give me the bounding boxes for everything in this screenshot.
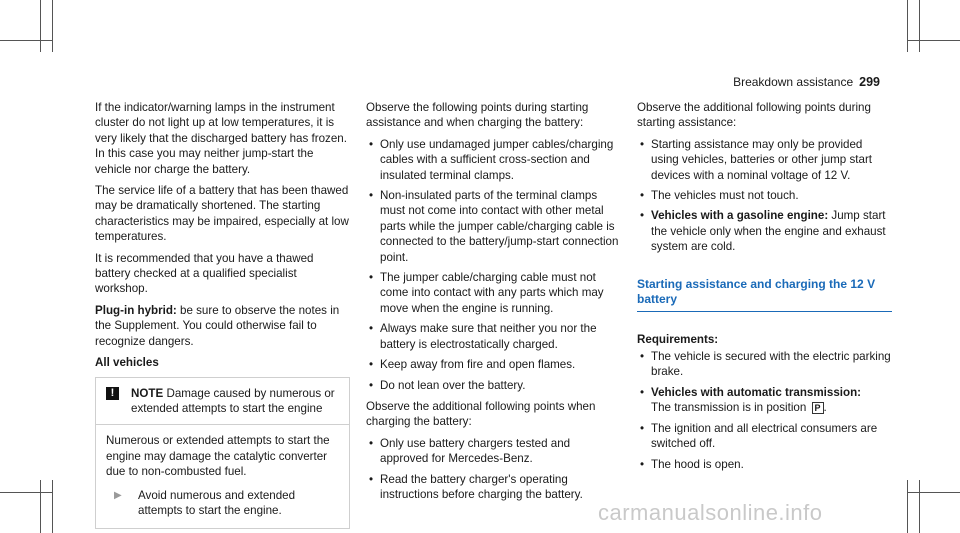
paragraph: Observe the additional following points during starting assistance: xyxy=(637,101,871,130)
notice-header xyxy=(96,378,349,425)
gasoline-engine-text: Jump start the vehicle only when the engine and exhaust system are cold. xyxy=(651,209,886,254)
column-2 xyxy=(366,100,621,508)
list-item: • Only use undamaged jumper cables/charging cables with a sufficient cross-section and insulated terminal clamps. xyxy=(366,137,621,183)
list-item: • The ignition and all electrical consumers are switched off. xyxy=(637,421,892,452)
list-item: • Starting assistance may only be provided using vehicles, batteries or other jump start devices with a nominal voltage of 12 V. xyxy=(637,137,892,183)
list-item: • Read the battery charger's operating instructions before charging the battery. xyxy=(366,472,621,503)
page-header xyxy=(733,75,880,90)
column-3 xyxy=(637,100,892,478)
crop-mark xyxy=(919,480,920,533)
notice-action-text: Avoid numerous and extended attempts to start the engine. xyxy=(138,488,296,517)
bullet-list xyxy=(366,436,621,503)
watermark: carmanualsonline.info xyxy=(598,500,823,525)
automatic-transmission-label: Vehicles with automatic transmission: xyxy=(651,385,862,399)
bullet-list xyxy=(366,137,621,393)
crop-mark xyxy=(0,492,52,493)
list-item: • The vehicles must not touch. xyxy=(637,188,892,203)
crop-mark xyxy=(0,40,52,41)
list-item xyxy=(637,208,892,254)
plug-in-hybrid-text: be sure to observe the notes in the Supplement. You could otherwise fail to recognize dangers. xyxy=(95,303,340,348)
paragraph: Observe the additional following points when charging the battery: xyxy=(366,399,596,429)
requirements-title: Requirements: xyxy=(637,332,719,346)
notice-body xyxy=(96,424,349,528)
list-item: • The hood is open. xyxy=(637,457,892,472)
notice-label: NOTE xyxy=(131,386,164,400)
section-subheading: Starting assistance and charging the 12 V battery xyxy=(637,277,892,312)
crop-mark xyxy=(907,480,908,533)
action-arrow-icon: ▶ xyxy=(114,489,122,501)
paragraph: It is recommended that you have a thawed battery checked at a qualified specialist workshop. xyxy=(95,251,314,296)
all-vehicles-heading: All vehicles xyxy=(95,356,159,370)
bullet-list xyxy=(637,137,892,255)
plug-in-hybrid-label: Plug-in hybrid: xyxy=(95,303,177,317)
paragraph: Observe the following points during starting assistance and when charging the battery: xyxy=(366,101,589,130)
paragraph xyxy=(95,303,350,349)
crop-mark xyxy=(40,0,41,52)
notice-title: Damage caused by numerous or extended attempts to start the engine xyxy=(131,386,335,415)
crop-mark xyxy=(52,480,53,533)
crop-mark xyxy=(908,492,960,493)
crop-mark xyxy=(52,0,53,52)
crop-mark xyxy=(40,480,41,533)
crop-mark xyxy=(919,0,920,52)
list-item: • Always make sure that neither you nor the battery is electrostatically charged. xyxy=(366,321,621,352)
list-item: • Non-insulated parts of the terminal clamps must not come into contact with other metal parts while the jumper cable/charging cable is connected to the battery/jump-start connection point. xyxy=(366,188,621,265)
notice-text: Numerous or extended attempts to start the engine may damage the catalytic converter due to non-combusted fuel. xyxy=(106,434,330,479)
transmission-text: The transmission is in position xyxy=(651,401,810,415)
notice-box xyxy=(95,377,350,530)
column-1 xyxy=(95,100,350,529)
requirements-list xyxy=(637,349,892,472)
park-position-icon: P xyxy=(812,402,824,414)
warning-icon: ! xyxy=(106,387,119,400)
notice-action xyxy=(106,488,339,519)
page-number: 299 xyxy=(859,75,880,89)
paragraph: The service life of a battery that has been thawed may be dramatically shortened. The starting characteristics may be impaired, especially at low temperatures. xyxy=(95,184,349,244)
list-item: • The jumper cable/charging cable must not come into contact with any parts which may move when the engine is running. xyxy=(366,270,621,316)
paragraph: If the indicator/warning lamps in the instrument cluster do not light up at low temperatures, it is very likely that the discharged battery has frozen. In this case you may neither jump-start the vehicle nor charge the battery. xyxy=(95,101,347,176)
list-item: • Do not lean over the battery. xyxy=(366,378,621,393)
list-item: • Keep away from fire and open flames. xyxy=(366,357,621,372)
section-title: Breakdown assistance xyxy=(733,75,854,89)
gasoline-engine-label: Vehicles with a gasoline engine: xyxy=(651,209,829,223)
crop-mark xyxy=(908,40,960,41)
crop-mark xyxy=(907,0,908,52)
list-item: • The vehicle is secured with the electric parking brake. xyxy=(637,349,892,380)
list-item: • Only use battery chargers tested and approved for Mercedes-Benz. xyxy=(366,436,621,467)
list-item: • Vehicles with automatic transmission: The transmission is in position P . xyxy=(637,385,892,416)
